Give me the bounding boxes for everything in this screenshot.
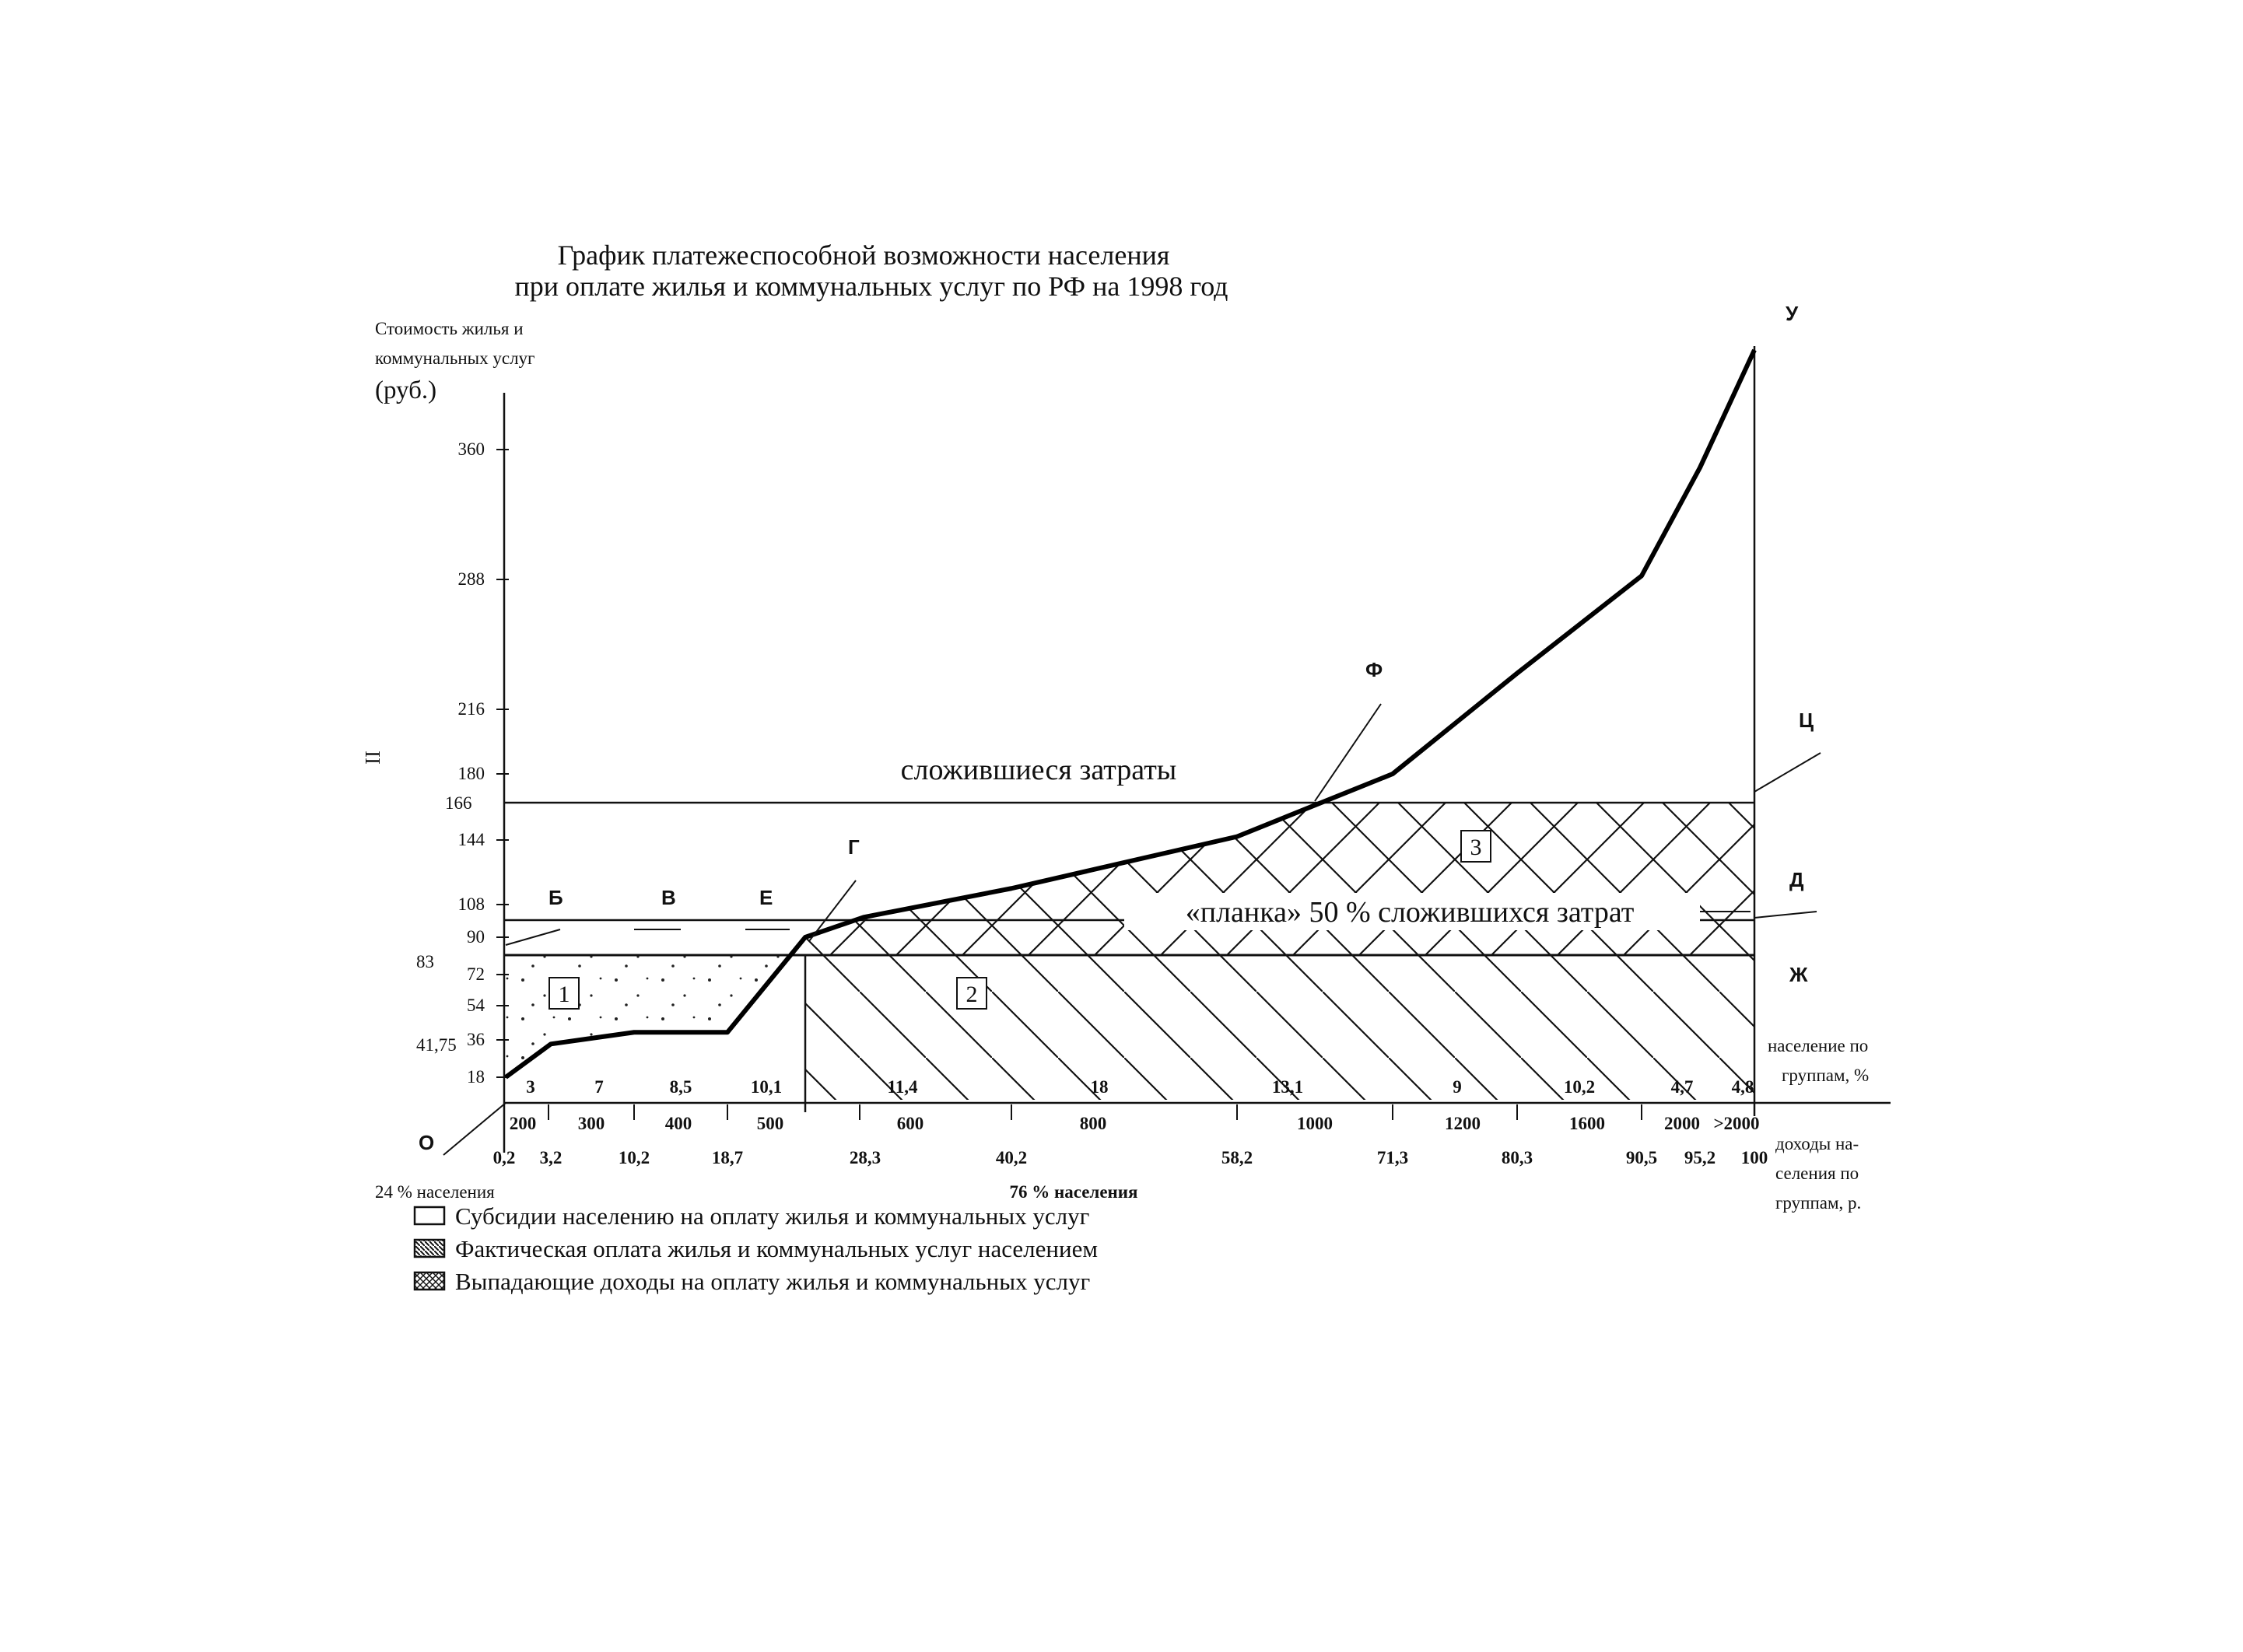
cumulative-population-label: 80,3	[1501, 1148, 1533, 1167]
group-share-label: 9	[1453, 1077, 1462, 1097]
point-letter: Ж	[1789, 963, 1808, 986]
right-caption-income-line1: доходы на-	[1775, 1134, 1859, 1153]
point-leader-line	[1315, 704, 1381, 801]
cumulative-population-label: 95,2	[1684, 1148, 1716, 1167]
legend-swatch-cross	[415, 1272, 444, 1290]
cumulative-population-label: 3,2	[539, 1148, 563, 1167]
y-tick-label: 144	[457, 830, 485, 849]
group-share-label: 10,1	[750, 1077, 783, 1097]
y-tick-label: 90	[467, 927, 485, 947]
y-extra-label: 83	[416, 952, 434, 971]
income-label: 2000	[1664, 1114, 1700, 1133]
legend-item-1: Фактическая оплата жилья и коммунальных услуг населением	[455, 1235, 1098, 1262]
y-tick-label: 36	[467, 1030, 485, 1049]
right-caption-pop-line1: население по	[1768, 1036, 1869, 1055]
cumulative-population-label: 10,2	[618, 1148, 650, 1167]
point-letter: Е	[759, 886, 773, 909]
group-share-label: 4,8	[1731, 1077, 1754, 1097]
cumulative-population-label: 90,5	[1625, 1148, 1658, 1167]
side-mark: II	[361, 751, 384, 765]
income-label: 800	[1079, 1114, 1107, 1133]
income-label: >2000	[1713, 1114, 1760, 1133]
area-3-label: 3	[1470, 835, 1482, 860]
point-leader-line	[443, 1103, 506, 1155]
y-extra-label: 166	[445, 793, 472, 813]
half-bar-label: «планка» 50 % сложившихся затрат	[1185, 896, 1635, 929]
y-extra-label: 41,75	[416, 1034, 457, 1055]
point-letter: Ф	[1365, 658, 1383, 681]
point-letter: Б	[548, 886, 563, 909]
group-share-label: 13,1	[1271, 1077, 1304, 1097]
right-caption-pop-line2: группам, %	[1782, 1066, 1870, 1085]
point-letter: В	[661, 886, 676, 909]
group-share-label: 7	[594, 1077, 604, 1097]
x-caption-mid: 76 % населения	[1009, 1182, 1138, 1202]
cumulative-population-label: 28,3	[849, 1148, 881, 1167]
point-leader-line	[506, 929, 560, 945]
income-label: 1200	[1445, 1114, 1481, 1133]
y-tick-label: 216	[457, 699, 485, 719]
group-share-label: 8,5	[669, 1077, 692, 1097]
right-caption-income-line3: группам, р.	[1775, 1193, 1862, 1213]
established-costs-label: сложившиеся затраты	[900, 754, 1177, 786]
cumulative-population-label: 71,3	[1376, 1148, 1409, 1167]
y-tick-label: 72	[467, 964, 485, 984]
hatched-regions	[504, 803, 1754, 1100]
cumulative-population-label: 18,7	[711, 1148, 744, 1167]
legend-item-2: Выпадающие доходы на оплату жилья и коммунальных услуг	[455, 1268, 1091, 1295]
point-letter: Г	[848, 835, 860, 859]
y-tick-label: 54	[467, 996, 485, 1015]
point-letter: Ц	[1799, 709, 1814, 732]
y-label-line1: Стоимость жилья и	[375, 319, 524, 338]
point-letter: О	[419, 1131, 435, 1154]
point-letter: У	[1786, 302, 1799, 325]
chart-title-line1: График платежеспособной возможности населения	[557, 240, 1170, 271]
chart-title-line2: при оплате жилья и коммунальных услуг по РФ на 1998 год	[514, 271, 1228, 302]
area-1-label: 1	[558, 982, 570, 1007]
legend-item-0: Субсидии населению на оплату жилья и коммунальных услуг	[455, 1202, 1090, 1230]
legend-swatch-diagonal	[415, 1240, 444, 1257]
point-letter: Д	[1789, 868, 1804, 891]
income-label: 1600	[1569, 1114, 1605, 1133]
y-tick-label: 180	[457, 764, 485, 783]
y-tick-label: 288	[457, 569, 485, 589]
income-label: 300	[577, 1114, 605, 1133]
x-caption-left: 24 % населения	[375, 1182, 495, 1202]
group-share-label: 4,7	[1670, 1077, 1694, 1097]
group-share-label: 3	[526, 1077, 535, 1097]
income-label: 200	[509, 1114, 537, 1133]
legend-swatch-empty	[415, 1207, 444, 1224]
legend	[415, 1202, 1098, 1295]
y-ticks	[416, 439, 509, 1087]
group-share-label: 10,2	[1563, 1077, 1596, 1097]
cumulative-population-label: 40,2	[995, 1148, 1028, 1167]
group-share-label: 18	[1090, 1077, 1109, 1097]
region-3-lost-income-b	[805, 803, 1754, 955]
cumulative-population-label: 100	[1740, 1148, 1768, 1167]
group-share-label: 11,4	[887, 1077, 918, 1097]
cumulative-population-label: 58,2	[1221, 1148, 1253, 1167]
point-leader-line	[1754, 753, 1821, 792]
income-label: 1000	[1297, 1114, 1333, 1133]
income-label: 400	[664, 1114, 692, 1133]
right-caption-income-line2: селения по	[1775, 1164, 1859, 1183]
y-tick-label: 108	[457, 894, 485, 914]
area-2-label: 2	[966, 982, 978, 1007]
y-label-line2: коммунальных услуг	[375, 348, 535, 368]
y-tick-label: 18	[467, 1067, 485, 1087]
point-leader-line	[1754, 912, 1817, 918]
cumulative-population-label: 0,2	[492, 1148, 516, 1167]
income-label: 500	[756, 1114, 784, 1133]
y-label-line3: (руб.)	[375, 376, 437, 404]
income-label: 600	[896, 1114, 924, 1133]
y-tick-label: 360	[457, 439, 485, 459]
